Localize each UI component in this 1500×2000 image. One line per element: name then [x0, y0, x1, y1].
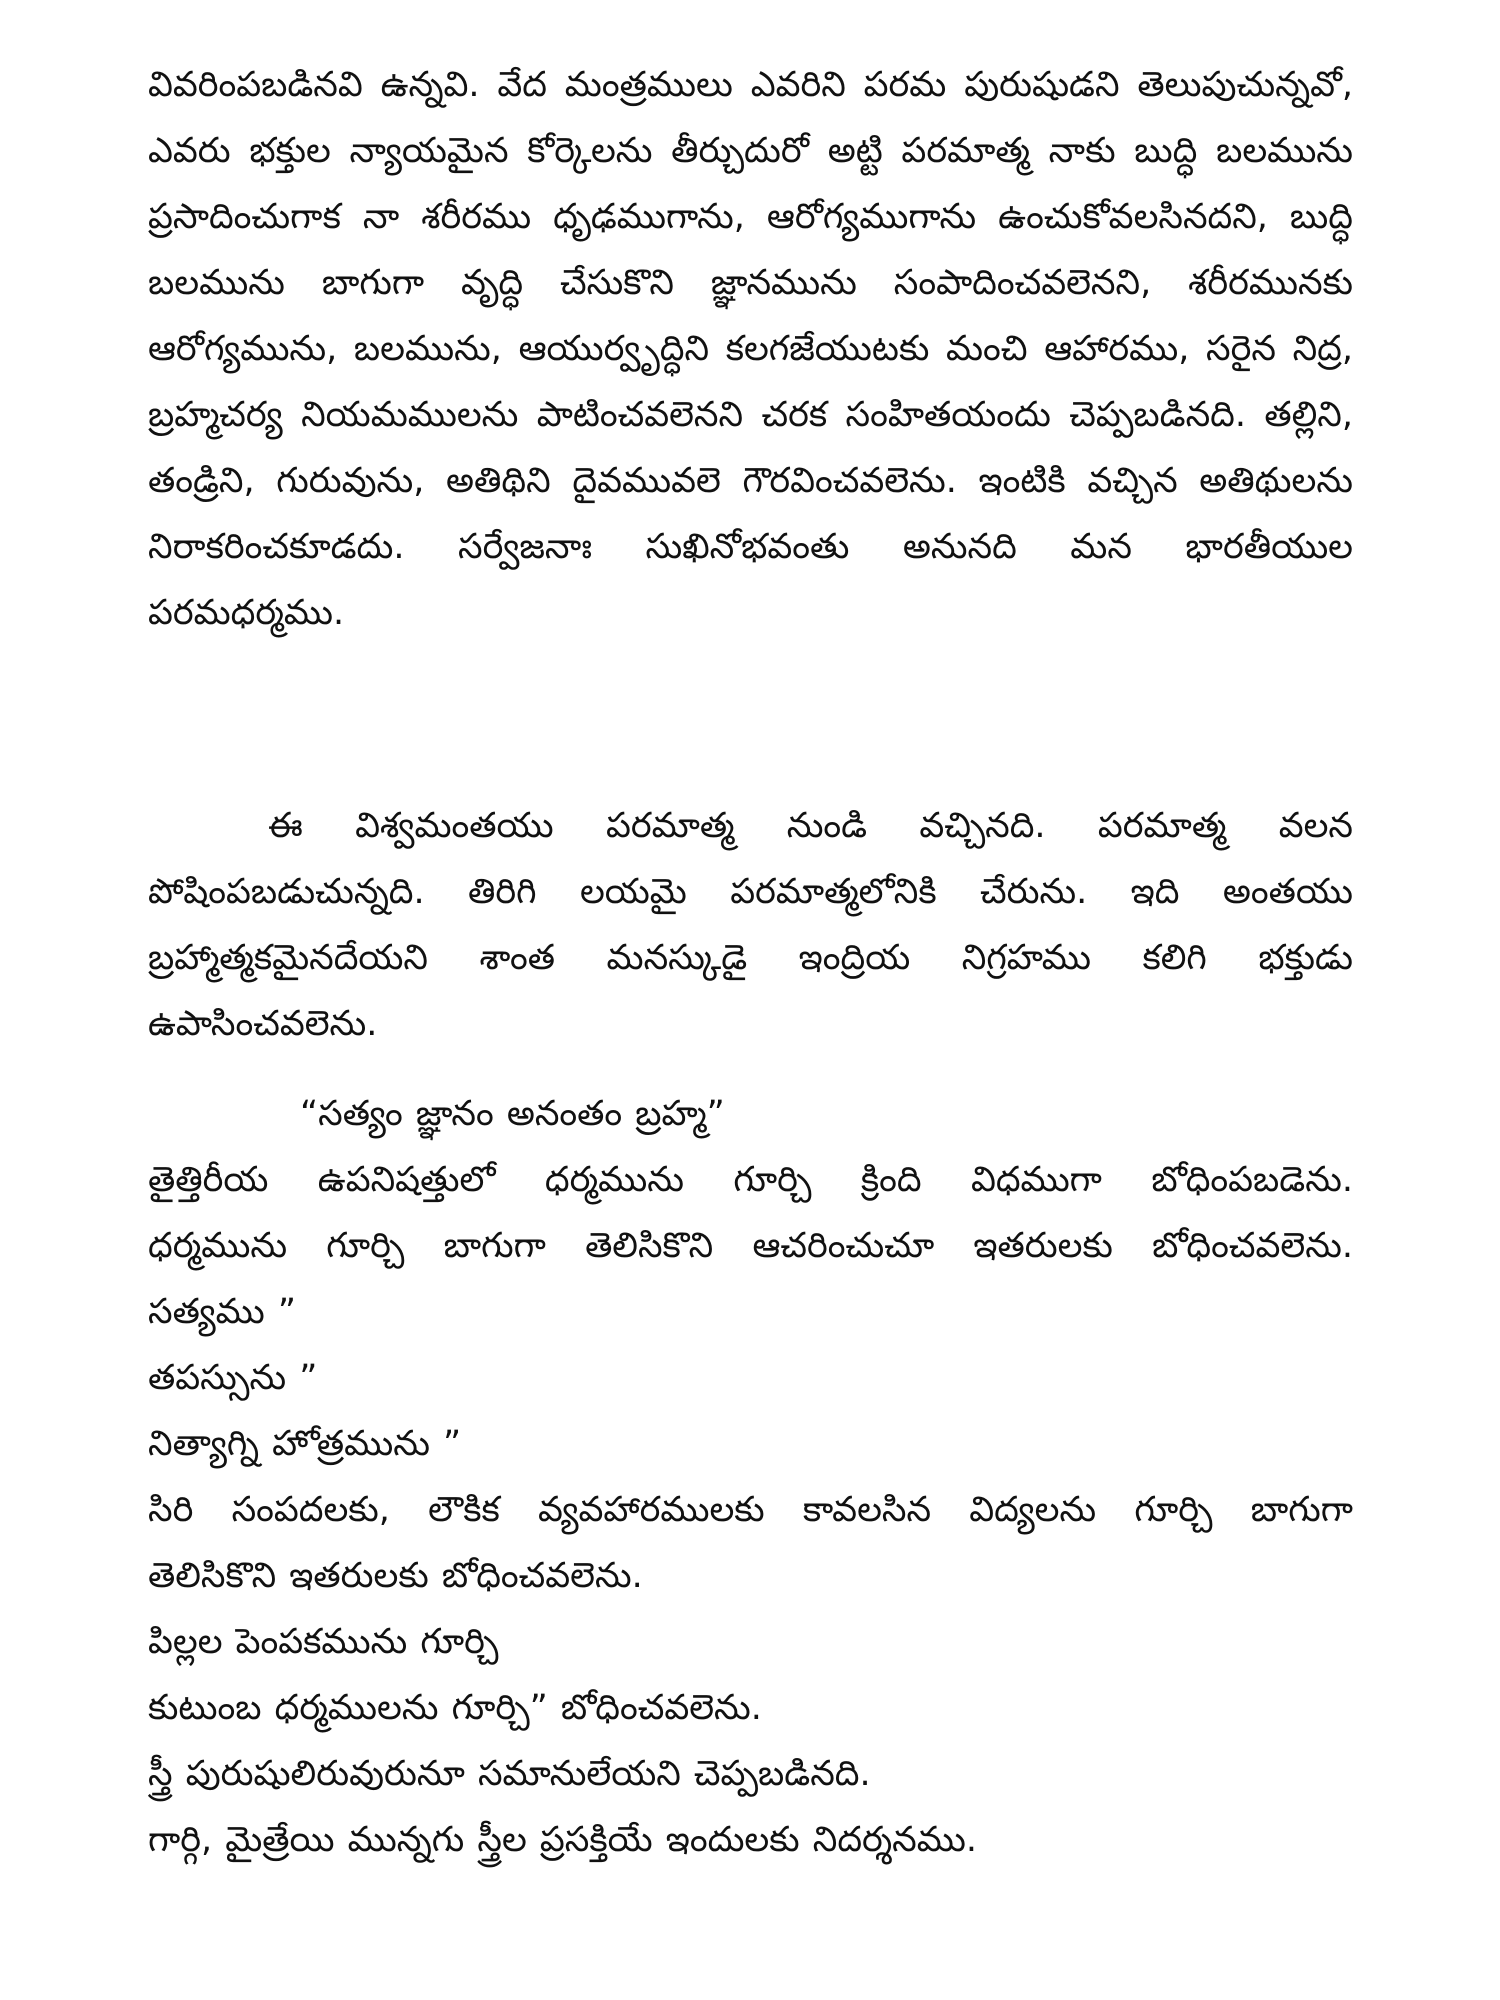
text-line: గార్గి, మైత్రేయి మున్నగు స్త్రీల ప్రసక్తియే ఇందులకు నిదర్శనము.: [148, 1820, 977, 1860]
quote-text: “సత్యం జ్ఞానం అనంతం బ్రహ్మ”: [300, 1094, 725, 1134]
text-line: తెలిసికొని ఇతరులకు బోధించవలెను.: [148, 1556, 643, 1596]
paragraph-2: ఈ విశ్వమంతయు పరమాత్మ నుండి వచ్చినది. పరమాత్మ వలన పోషింపబడుచున్నది. తిరిగి లయమై పరమాత్మలోనికి చేరును. ఇది అంతయు బ్రహ్మాత్మకమైనదేయని శాంత మనస్కుడై ఇంద్రియ నిగ్రహము కలిగి భక్తుడు ఉపాసించవలెను.: [148, 806, 1353, 1044]
text-line: ధర్మమును గూర్చి బాగుగా తెలిసికొని ఆచరించుచూ ఇతరులకు బోధించవలెను.: [148, 1226, 1353, 1266]
text-line: తపస్సును ”: [148, 1358, 318, 1398]
text-line: కుటుంబ ధర్మములను గూర్చి” బోధించవలెను.: [148, 1688, 762, 1728]
paragraph-1: వివరింపబడినవి ఉన్నవి. వేద మంత్రములు ఎవరిని పరమ పురుషుడని తెలుపుచున్నవో, ఎవరు భక్తుల న్యాయమైన కోర్కెలను తీర్చుదురో అట్టి పరమాత్మ నాకు బుద్ధి బలమును ప్రసాదించుగాక నా శరీరము ధృఢముగాను, ఆరోగ్యముగాను ఉంచుకోవలసినదని, బుద్ధి బలమును బాగుగా వృద్ధి చేసుకొని జ్ఞానమును సంపాదించవలెనని, శరీరమునకు ఆరోగ్యమును, బలమును, ఆయుర్వృద్ధిని కలగజేయుటకు మంచి ఆహారము, సరైన నిద్ర, బ్రహ్మచర్య నియమములను పాటించవలెనని చరక సంహితయందు చెప్పబడినది. తల్లిని, తండ్రిని, గురువును, అతిథిని దైవమువలె గౌరవించవలెను. ఇంటికి వచ్చిన అతిథులను నిరాకరించకూడదు. సర్వేజనాః సుఖినోభవంతు అనునది మన భారతీయుల పరమధర్మము.: [148, 65, 1353, 633]
quote-line: [300, 1081, 1300, 1147]
text-line: తైత్తిరీయ ఉపనిషత్తులో ధర్మమును గూర్చి క్రింది విధముగా బోధింపబడెను.: [148, 1160, 1353, 1200]
text-line: స్త్రీ పురుషులిరువురునూ సమానులేయని చెప్పబడినది.: [148, 1754, 871, 1794]
text-line: సిరి సంపదలకు, లౌకిక వ్యవహారములకు కావలసిన విద్యలను గూర్చి బాగుగా: [148, 1490, 1353, 1530]
text-line: సత్యము ”: [148, 1292, 297, 1332]
text-line: నిత్యాగ్ని హోత్రమును ”: [148, 1424, 462, 1464]
text-line: పిల్లల పెంపకమును గూర్చి: [148, 1622, 499, 1662]
dharma-list: [148, 1147, 1353, 1873]
